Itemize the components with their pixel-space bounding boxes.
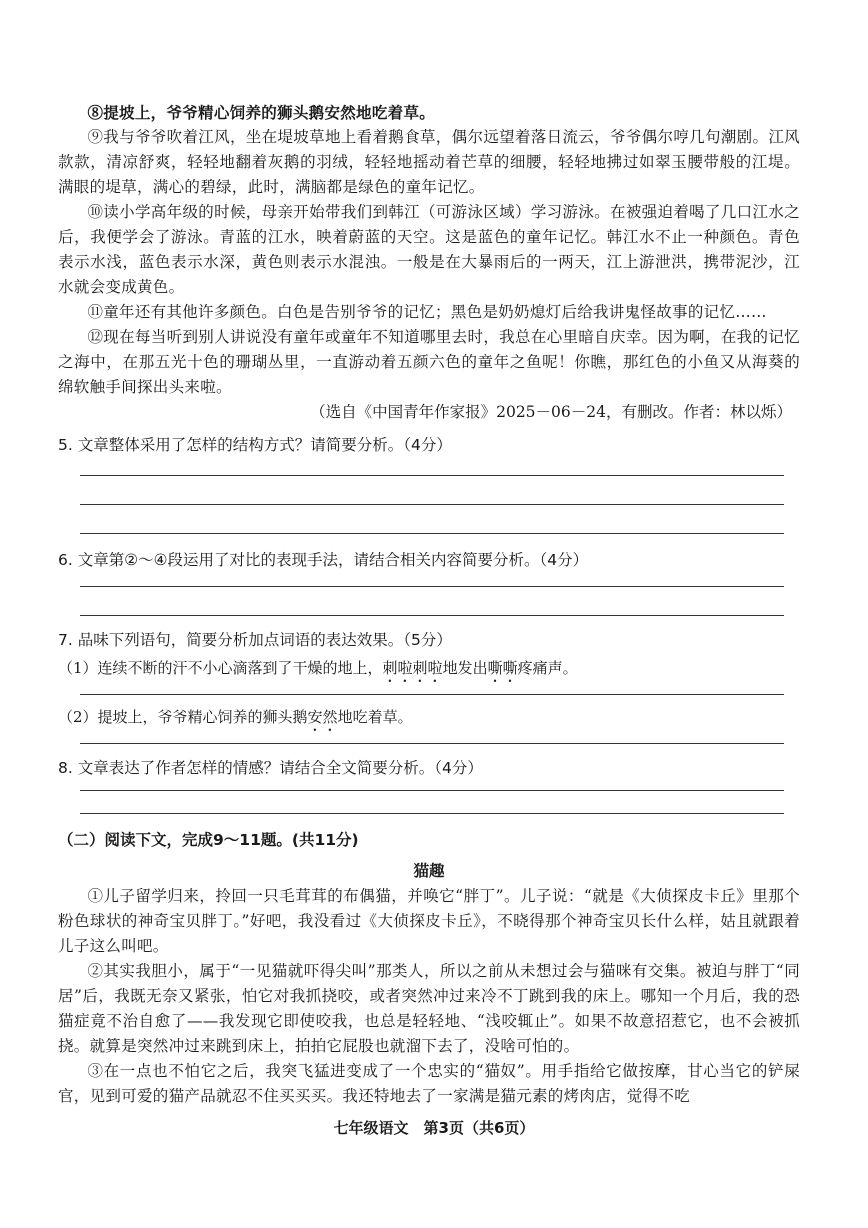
question-5: 5. 文章整体采用了怎样的结构方式？请简要分析。（4分） <box>58 436 452 454</box>
q7-2-text: （2）提坡上，爷爷精心饲养的狮头鹅 <box>58 708 308 726</box>
question-7-1 <box>58 656 800 686</box>
paragraph-8: ⑧提坡上，爷爷精心饲养的狮头鹅安然地吃着草。 <box>87 103 436 122</box>
exam-page <box>58 100 800 1109</box>
q7-1-text: 地发出 <box>442 659 488 677</box>
cat-paragraph-3: ③在一点也不怕它之后，我突飞猛进变成了一个忠实的“猫奴”。用手指给它做按摩，甘心当它的铲屎官，见到可爱的猫产品就忍不住买买买。我还特地去了一家满是猫元素的烤肉店，觉得不吃 <box>58 1062 800 1105</box>
page-footer: 七年级语文 第3页（共6页） <box>333 1119 535 1137</box>
answer-line <box>80 694 784 695</box>
question-7-2 <box>58 705 800 735</box>
answer-line <box>80 743 784 744</box>
q7-2-dotted-word: 安然 <box>307 708 338 726</box>
answer-line <box>80 813 784 814</box>
q7-1-text: 疼痛声。 <box>517 659 578 677</box>
paragraph-11: ⑪童年还有其他许多颜色。白色是告别爷爷的记忆；黑色是奶奶熄灯后给我讲鬼怪故事的记忆…… <box>87 303 767 321</box>
paragraph-12: ⑫现在每当听到别人讲说没有童年或童年不知道哪里去时，我总在心里暗自庆幸。因为啊，在我的记忆之海中，在那五光十色的珊瑚丛里，一直游动着五颜六色的童年之鱼呢！你瞧，那红色的小鱼又从海葵的绵软触手间探出头来啦。 <box>58 328 800 396</box>
q7-1-dotted-word: 刺啦刺啦 <box>382 659 443 677</box>
question-8: 8. 文章表达了作者怎样的情感？请结合全文简要分析。（4分） <box>58 759 483 777</box>
article-source: （选自《中国青年作家报》2025－06－24，有删改。作者：林以烁） <box>310 403 792 421</box>
question-7: 7. 品味下列语句，简要分析加点词语的表达效果。（5分） <box>58 631 452 649</box>
paragraph-9: ⑨我与爷爷吹着江风，坐在堤坡草地上看着鹅食草，偶尔远望着落日流云，爷爷偶尔哼几句潮剧。江风款款，清凉舒爽，轻轻地翻着灰鹅的羽绒，轻轻地摇动着芒草的细腰，轻轻地拂过如翠玉腰带般的江堤。满眼的堤草，满心的碧绿，此时，满脑都是绿色的童年记忆。 <box>58 128 800 196</box>
answer-line <box>80 615 784 616</box>
cat-paragraph-2: ②其实我胆小，属于“一见猫就吓得尖叫”那类人，所以之前从未想过会与猫咪有交集。被迫与胖丁“同居”后，我既无奈又紧张，怕它对我抓挠咬，或者突然冲过来冷不丁跳到我的床上。哪知一个月后，我的恐猫症竟不治自愈了——我发现它即使咬我，也总是轻轻地、“浅咬辄止”。如果不故意招惹它，也不会被抓挠。就算是突然冲过来跳到床上，拍拍它屁股也就溜下去了，没啥可怕的。 <box>58 962 800 1055</box>
q7-1-text: （1）连续不断的汗不小心滴落到了干燥的地上， <box>58 659 383 677</box>
q7-1-dotted-word: 嘶嘶 <box>487 659 518 677</box>
article-title: 猫趣 <box>413 862 445 880</box>
section-2-heading: （二）阅读下文，完成9～11题。(共11分) <box>58 831 359 849</box>
question-6: 6. 文章第②～④段运用了对比的表现手法，请结合相关内容简要分析。（4分） <box>58 551 589 569</box>
q7-2-text: 地吃着草。 <box>337 708 413 726</box>
answer-line <box>80 533 784 534</box>
paragraph-10: ⑩读小学高年级的时候，母亲开始带我们到韩江（可游泳区域）学习游泳。在被强迫着喝了几口江水之后，我便学会了游泳。青蓝的江水，映着蔚蓝的天空。这是蓝色的童年记忆。韩江水不止一种颜色。青色表示水浅，蓝色表示水深，黄色则表示水混浊。一般是在大暴雨后的一两天，江上游泄洪，携带泥沙，江水就会变成黄色。 <box>58 203 800 296</box>
cat-paragraph-1: ①儿子留学归来，拎回一只毛茸茸的布偶猫，并唤它“胖丁”。儿子说：“就是《大侦探皮卡丘》里那个粉色球状的神奇宝贝胖丁。”好吧，我没看过《大侦探皮卡丘》，不晓得那个神奇宝贝长什么样，姑且就跟着儿子这么叫吧。 <box>58 887 800 955</box>
